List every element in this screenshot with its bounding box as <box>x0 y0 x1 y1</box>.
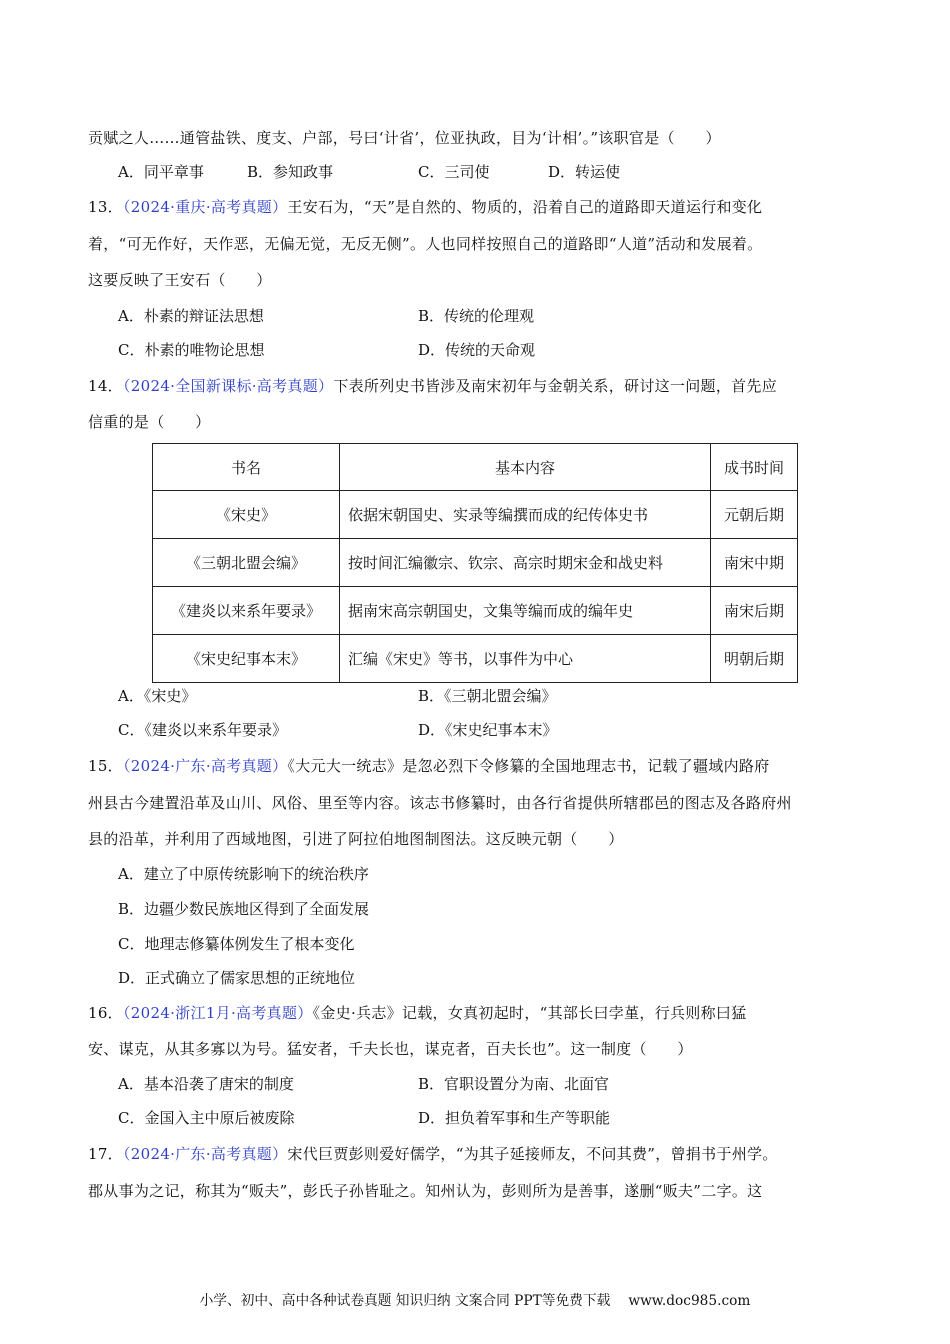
q15-stem-line3: 县的沿革，并利用了西域地图，引进了阿拉伯地图制图法。这反映元朝（ ） <box>88 830 624 848</box>
q16-stem-line2: 安、谋克，从其多寡以为号。猛安者，千夫长也，谋克者，百夫长也”。这一制度（ ） <box>88 1040 693 1058</box>
q14-option-c: C．《建炎以来系年要录》 <box>118 721 287 739</box>
q12-stem-tail: 贡赋之人……通管盐铁、度支、户部，号曰‘计省’，位亚执政，目为‘计相’。”该职官是（ ） <box>88 129 721 147</box>
q13-stem-line3: 这要反映了王安石（ ） <box>88 271 272 289</box>
table-cell: 南宋后期 <box>711 587 798 635</box>
table-row <box>153 539 798 587</box>
q14-option-b: B．《三朝北盟会编》 <box>418 687 557 705</box>
q17-text: 宋代巨贾彭则爱好儒学，“为其子延接师友，不问其费”，曾捐书于州学。 <box>287 1145 778 1163</box>
q13-option-d: D．传统的天命观 <box>418 341 536 359</box>
table-cell: 《建炎以来系年要录》 <box>153 587 340 635</box>
table-header-cell: 成书时间 <box>711 444 798 491</box>
q17-stem-line1 <box>88 1144 878 1164</box>
table-cell: 明朝后期 <box>711 635 798 683</box>
q15-option-d: D．正式确立了儒家思想的正统地位 <box>118 969 356 987</box>
page-footer: 小学、初中、高中各种试卷真题 知识归纳 文案合同 PPT等免费下载 www.doc985.com <box>199 1293 751 1309</box>
history-books-table <box>152 443 798 683</box>
q16-option-d: D．担负着军事和生产等职能 <box>418 1109 611 1127</box>
q16-stem-line1 <box>88 1003 878 1023</box>
table-cell: 依据宋朝国史、实录等编撰而成的纪传体史书 <box>340 491 711 539</box>
table-row <box>153 587 798 635</box>
table-row <box>153 635 798 683</box>
q16-option-c: C．金国入主中原后被废除 <box>118 1109 295 1127</box>
table-header-cell: 基本内容 <box>340 444 711 491</box>
q14-option-a: A．《宋史》 <box>118 687 197 705</box>
q13-text: 王安石为，“天”是自然的、物质的，沿着自己的道路即天道运行和变化 <box>287 198 763 216</box>
table-cell: 按时间汇编徽宗、钦宗、高宗时期宋金和战史料 <box>340 539 711 587</box>
table-cell: 元朝后期 <box>711 491 798 539</box>
table-cell: 《宋史纪事本末》 <box>153 635 340 683</box>
q14-text: 下表所列史书皆涉及南宋初年与金朝关系，研讨这一问题，首先应 <box>333 377 778 395</box>
q13-option-c: C．朴素的唯物论思想 <box>118 341 265 359</box>
q17-source-tag: （2024·广东·高考真题） <box>123 1145 288 1163</box>
q14-stem-line2: 信重的是（ ） <box>88 413 211 431</box>
q13-stem-line1 <box>88 197 878 217</box>
table-header-row <box>153 444 798 491</box>
q15-number: 15． <box>88 757 123 775</box>
table-cell: 南宋中期 <box>711 539 798 587</box>
q15-option-c: C．地理志修纂体例发生了根本变化 <box>118 935 355 953</box>
q17-stem-line2: 郡从事为之记，称其为“贩夫”，彭氏子孙皆耻之。知州认为，彭则所为是善事，遂删“贩夫”二字。这 <box>88 1182 763 1200</box>
q15-option-a: A．建立了中原传统影响下的统治秩序 <box>118 865 369 883</box>
q17-number: 17． <box>88 1145 123 1163</box>
table-row <box>153 491 798 539</box>
q13-stem-line2: 着，“可无作好，天作恶，无偏无觉，无反无侧”。人也同样按照自己的道路即“人道”活动和发展着。 <box>88 235 763 253</box>
q16-option-b: B．官职设置分为南、北面官 <box>418 1075 610 1093</box>
q15-stem-line2: 州县古今建置沿革及山川、风俗、里至等内容。该志书修纂时，由各行省提供所辖郡邑的图志及各路府州 <box>88 794 792 812</box>
q13-source-tag: （2024·重庆·高考真题） <box>123 198 288 216</box>
q12-option-a: A．同平章事 <box>118 163 204 181</box>
q16-option-a: A．基本沿袭了唐宋的制度 <box>118 1075 294 1093</box>
q16-source-tag: （2024·浙江1月·高考真题） <box>123 1004 313 1022</box>
table-cell: 《三朝北盟会编》 <box>153 539 340 587</box>
q14-source-tag: （2024·全国新课标·高考真题） <box>123 377 334 395</box>
q12-option-b: B．参知政事 <box>247 163 334 181</box>
q14-option-d: D．《宋史纪事本末》 <box>418 721 558 739</box>
table-cell: 据南宋高宗朝国史，文集等编而成的编年史 <box>340 587 711 635</box>
q13-number: 13． <box>88 198 123 216</box>
q14-stem-line1 <box>88 376 878 396</box>
q13-option-a: A．朴素的辩证法思想 <box>118 307 264 325</box>
q15-option-b: B．边疆少数民族地区得到了全面发展 <box>118 900 370 918</box>
q13-option-b: B．传统的伦理观 <box>418 307 535 325</box>
q15-stem-line1 <box>88 756 878 776</box>
q15-text: 《大元大一统志》是忽必烈下令修纂的全国地理志书，记载了疆域内路府 <box>287 757 770 775</box>
q14-number: 14． <box>88 377 123 395</box>
q15-source-tag: （2024·广东·高考真题） <box>123 757 288 775</box>
table-header-cell: 书名 <box>153 444 340 491</box>
table-cell: 汇编《宋史》等书，以事件为中心 <box>340 635 711 683</box>
table-cell: 《宋史》 <box>153 491 340 539</box>
q12-option-d: D．转运使 <box>548 163 621 181</box>
q16-number: 16． <box>88 1004 123 1022</box>
q16-text: 《金史·兵志》记载，女真初起时，“其部长曰孛堇，行兵则称曰猛 <box>312 1004 747 1022</box>
q12-option-c: C．三司使 <box>418 163 490 181</box>
